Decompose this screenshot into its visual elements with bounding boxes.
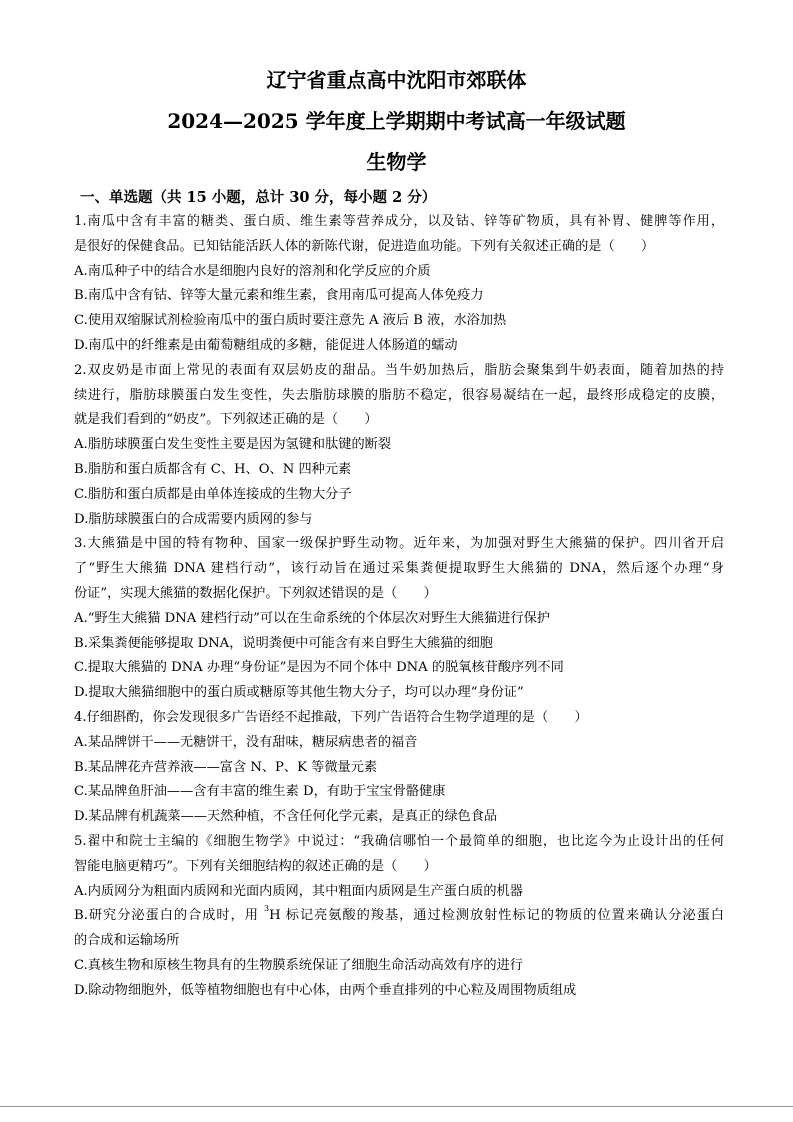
option-d: D.提取大熊猫细胞中的蛋白质或糖原等其他生物大分子，均可以办理“身份证” [74,685,524,701]
option-c: C.脂肪和蛋白质都是由单体连接成的生物大分子 [74,486,352,502]
question-4 [74,706,724,830]
question-stem: 5.翟中和院士主编的《细胞生物学》中说过：“我确信哪怕一个最简单的细胞，也比迄今为止设计出的任何 [74,833,724,849]
isotope-superscript: 3 [264,904,270,914]
option-c: C.真核生物和原核生物具有的生物膜系统保证了细胞生命活动高效有序的进行 [74,957,523,973]
section-heading: 一、单选题（共 15 小题，总计 30 分，每小题 2 分） [80,189,437,206]
question-stem: 4.仔细斟酌，你会发现很多广告语经不起推敲，下列广告语符合生物学道理的是（ ） [74,709,588,725]
option-b-text: H 标记亮氨酸的羧基，通过检测放射性标记的物质的位置来确认分泌蛋白 [269,908,724,924]
option-a: A.脂肪球膜蛋白发生变性主要是因为氢键和肽键的断裂 [74,437,392,453]
option-b: B.采集粪便能够提取 DNA，说明粪便中可能含有来自野生大熊猫的细胞 [74,635,493,651]
question-stem: 智能电脑更精巧”。下列有关细胞结构的叙述正确的是（ ） [74,858,437,874]
exam-title-region: 辽宁省重点高中沈阳市郊联体 [266,68,527,92]
option-b-text: B.研究分泌蛋白的合成时，用 [74,908,265,924]
questions [74,210,724,1004]
question-stem: 1.南瓜中含有丰富的糖类、蛋白质、维生素等营养成分，以及钴、锌等矿物质，具有补胃、健脾等作用， [74,214,724,229]
question-2 [74,359,724,533]
option-d: D.某品牌有机蔬菜——天然种植，不含任何化学元素，是真正的绿色食品 [74,809,498,825]
option-b: B.南瓜中含有钴、锌等大量元素和维生素，食用南瓜可提高人体免疫力 [74,288,484,304]
question-3 [74,532,724,706]
option-b [74,904,724,929]
question-stem: 就是我们看到的“奶皮”。下列叙述正确的是（ ） [74,412,378,428]
option-c: C.提取大熊猫的 DNA 办理“身份证”是因为不同个体中 DNA 的脱氧核苷酸序列不同 [74,660,564,676]
page-footer-rule [0,1106,793,1107]
option-c: C.使用双缩脲试剂检验南瓜中的蛋白质时要注意先 A 液后 B 液，水浴加热 [74,313,507,329]
question-stem: 续进行，脂肪球膜蛋白发生变性，失去脂肪球膜的脂肪不稳定，很容易凝结在一起，最终形成稳定的皮膜， [74,387,724,403]
option-b: B.脂肪和蛋白质都含有 C、H、O、N 四种元素 [74,461,352,477]
option-a: A.某品牌饼干——无糖饼干，没有甜味，糖尿病患者的福音 [74,734,418,750]
question-stem: 2.双皮奶是市面上常见的表面有双层奶皮的甜品。当牛奶加热后，脂肪会聚集到牛奶表面，随着加热的持 [74,362,724,378]
question-1 [74,210,724,359]
question-stem: 份证”，实现大熊猫的数据化保护。下列叙述错误的是（ ） [74,585,437,601]
option-d: D.除动物细胞外，低等植物细胞也有中心体，由两个垂直排列的中心粒及周围物质组成 [74,982,577,998]
option-a: A.内质网分为粗面内质网和光面内质网，其中粗面内质网是生产蛋白质的机器 [74,883,523,899]
option-b-continued: 的合成和运输场所 [74,933,180,949]
question-stem: 是很好的保健食品。已知钴能活跃人体的新陈代谢，促进造血功能。下列有关叙述正确的是（ ） [74,238,655,254]
exam-title-year: 2024—2025 学年度上学期期中考试高一年级试题 [167,109,626,133]
option-d: D.脂肪球膜蛋白的合成需要内质网的参与 [74,511,313,527]
question-5 [74,830,724,1004]
question-stem: 3.大熊猫是中国的特有物种、国家一级保护野生动物。近年来，为加强对野生大熊猫的保护。四川省开启 [74,536,724,552]
option-c: C.某品牌鱼肝油——含有丰富的维生素 D，有助于宝宝骨骼健康 [74,784,446,800]
option-a: A.南瓜种子中的结合水是细胞内良好的溶剂和化学反应的介质 [74,263,431,279]
question-stem: 了“野生大熊猫 DNA 建档行动”，该行动旨在通过采集粪便提取野生大熊猫的 DNA，然后逐个办理“身 [74,561,724,577]
option-d: D.南瓜中的纤维素是由葡萄糖组成的多糖，能促进人体肠道的蠕动 [74,337,458,353]
option-b: B.某品牌花卉营养液——富含 N、P、K 等微量元素 [74,759,378,775]
exam-title-subject: 生物学 [366,150,427,174]
option-a: A.“野生大熊猫 DNA 建档行动”可以在生命系统的个体层次对野生大熊猫进行保护 [74,610,551,626]
